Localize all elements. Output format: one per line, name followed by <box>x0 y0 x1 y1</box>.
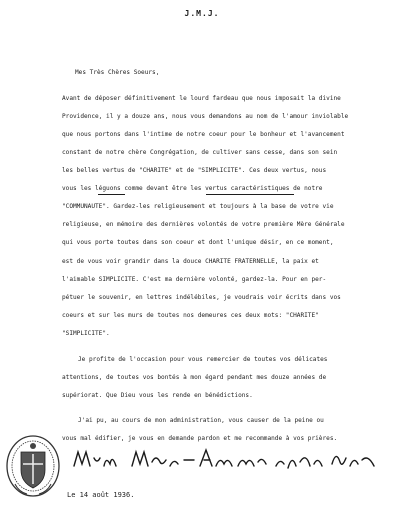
salutation: Mes Très Chères Soeurs, <box>75 69 160 76</box>
body-line-11: l'aimable SIMPLICITE. C'est ma dernière volonté, gardez-la. Pour en per- <box>62 276 327 283</box>
body-line-10: est de vous voir grandir dans la douce CHARITE FRATERNELLE, la paix et <box>62 258 319 265</box>
body-line-2: Providence, il y a douze ans, nous vous demandons au nom de l'amour inviolable <box>62 113 349 120</box>
letter-header: J.M.J. <box>184 9 220 18</box>
body-line-8: religieuse, en mémoire des dernières volontés de votre première Mère Générale <box>62 221 345 228</box>
body-line-15: Je profite de l'occasion pour vous remercier de toutes vos délicates <box>78 356 328 363</box>
congregation-seal-icon <box>5 434 61 498</box>
body-line-5: les belles vertus de "CHARITE" et de "SIMPLICITE". Ces deux vertus, nous <box>62 167 327 174</box>
body-line-13: coeurs et sur les murs de toutes nos demeures ces deux mots: "CHARITE" <box>62 312 319 319</box>
body-line-19: vous mal édifier, je vous en demande pardon et me recommande à vos prières. <box>62 435 338 442</box>
underline-vertus-caracteristiques <box>206 194 294 195</box>
body-line-9: qui vous porte toutes dans son coeur et dont l'unique désir, en ce moment, <box>62 239 334 246</box>
body-line-18: J'ai pu, au cours de mon administration, vous causer de la peine ou <box>78 417 324 424</box>
underline-leguons <box>98 194 125 195</box>
body-line-3: que nous portons dans l'intime de notre coeur pour le bonheur et l'avancement <box>62 131 345 138</box>
body-line-14: "SIMPLICITE". <box>62 330 110 337</box>
body-line-7: "COMMUNAUTE". Gardez-les religieusement et toujours à la base de votre vie <box>62 203 334 210</box>
body-line-17: supériorat. Que Dieu vous les rende en bénédictions. <box>62 392 253 399</box>
letter-date: Le 14 août 1936. <box>67 491 135 499</box>
body-line-1: Avant de déposer définitivement le lourd fardeau que nous imposait la divine <box>62 95 341 102</box>
body-line-4: constant de notre chère Congrégation, de cultiver sans cesse, dans son sein <box>62 149 338 156</box>
body-line-6: vous les léguons comme devant être les vertus caractéristiques de notre <box>62 185 323 192</box>
body-line-16: attentions, de toutes vos bontés à mon égard pendant mes douze années de <box>62 374 327 381</box>
handwritten-signature <box>70 444 382 474</box>
body-line-12: pétuer le souvenir, en lettres indélébiles, je voudrais voir écrits dans vos <box>62 294 341 301</box>
